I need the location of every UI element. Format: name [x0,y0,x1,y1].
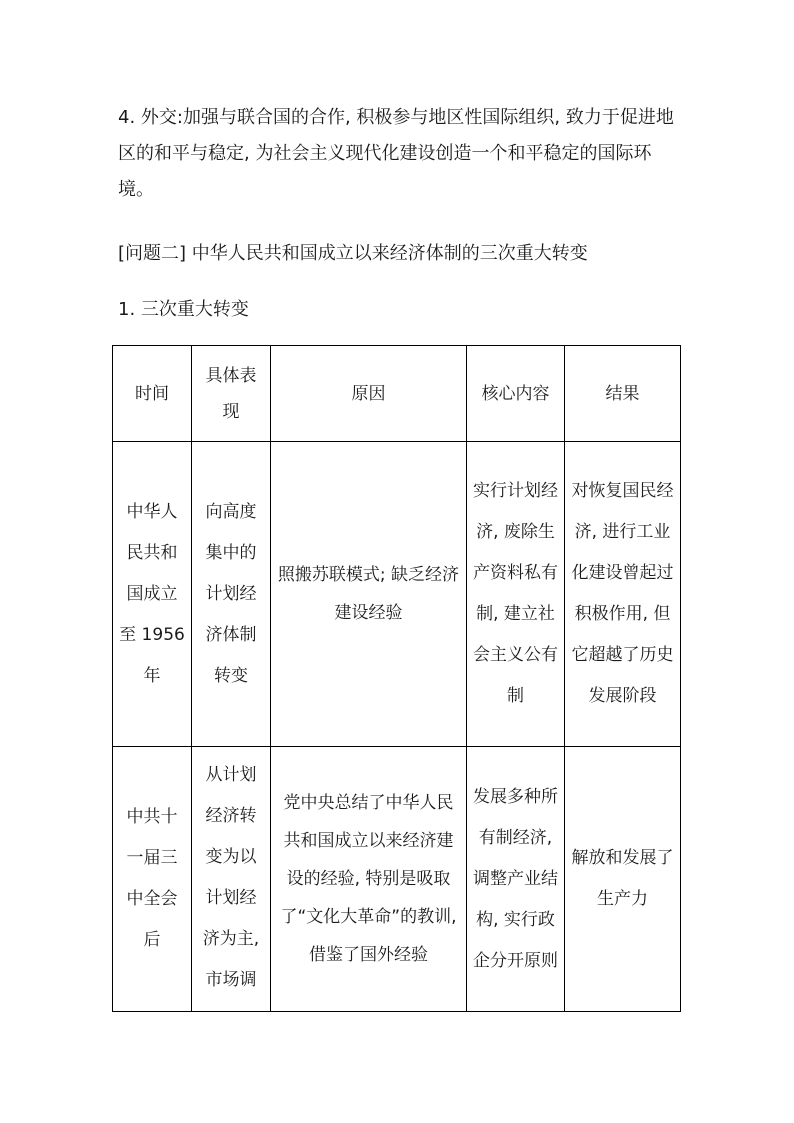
cell-manifestation: 向高度集中的计划经济体制转变 [192,442,271,747]
cell-time: 中共十一届三中全会后 [113,747,192,1012]
table-row [113,747,681,1012]
header-core-content: 核心内容 [467,346,565,442]
diplomacy-paragraph: 4. 外交:加强与联合国的合作, 积极参与地区性国际组织, 致力于促进地区的和平与稳定, 为社会主义现代化建设创造一个和平稳定的国际环境。 [118,107,674,200]
table-header-row [113,346,681,442]
cell-core-content: 发展多种所有制经济, 调整产业结构, 实行政企分开原则 [467,747,565,1012]
cell-result: 解放和发展了生产力 [565,747,681,1012]
section-subheading: 1. 三次重大转变 [118,299,249,320]
cell-result: 对恢复国民经济, 进行工业化建设曾起过积极作用, 但它超越了历史发展阶段 [565,442,681,747]
cell-reason: 党中央总结了中华人民共和国成立以来经济建设的经验, 特别是吸取了“文化大革命”的教训, 借鉴了国外经验 [271,747,467,1012]
cell-manifestation: 从计划经济转变为以计划经济为主, 市场调 [192,747,271,1012]
cell-time: 中华人民共和国成立至 1956 年 [113,442,192,747]
header-time: 时间 [113,346,192,442]
table-row [113,442,681,747]
header-reason: 原因 [271,346,467,442]
cell-reason: 照搬苏联模式; 缺乏经济建设经验 [271,442,467,747]
cell-core-content: 实行计划经济, 废除生产资料私有制, 建立社会主义公有制 [467,442,565,747]
question-two-heading: [问题二] 中华人民共和国成立以来经济体制的三次重大转变 [118,243,588,264]
header-result: 结果 [565,346,681,442]
header-manifestation: 具体表现 [192,346,271,442]
economic-system-table [112,345,681,1012]
